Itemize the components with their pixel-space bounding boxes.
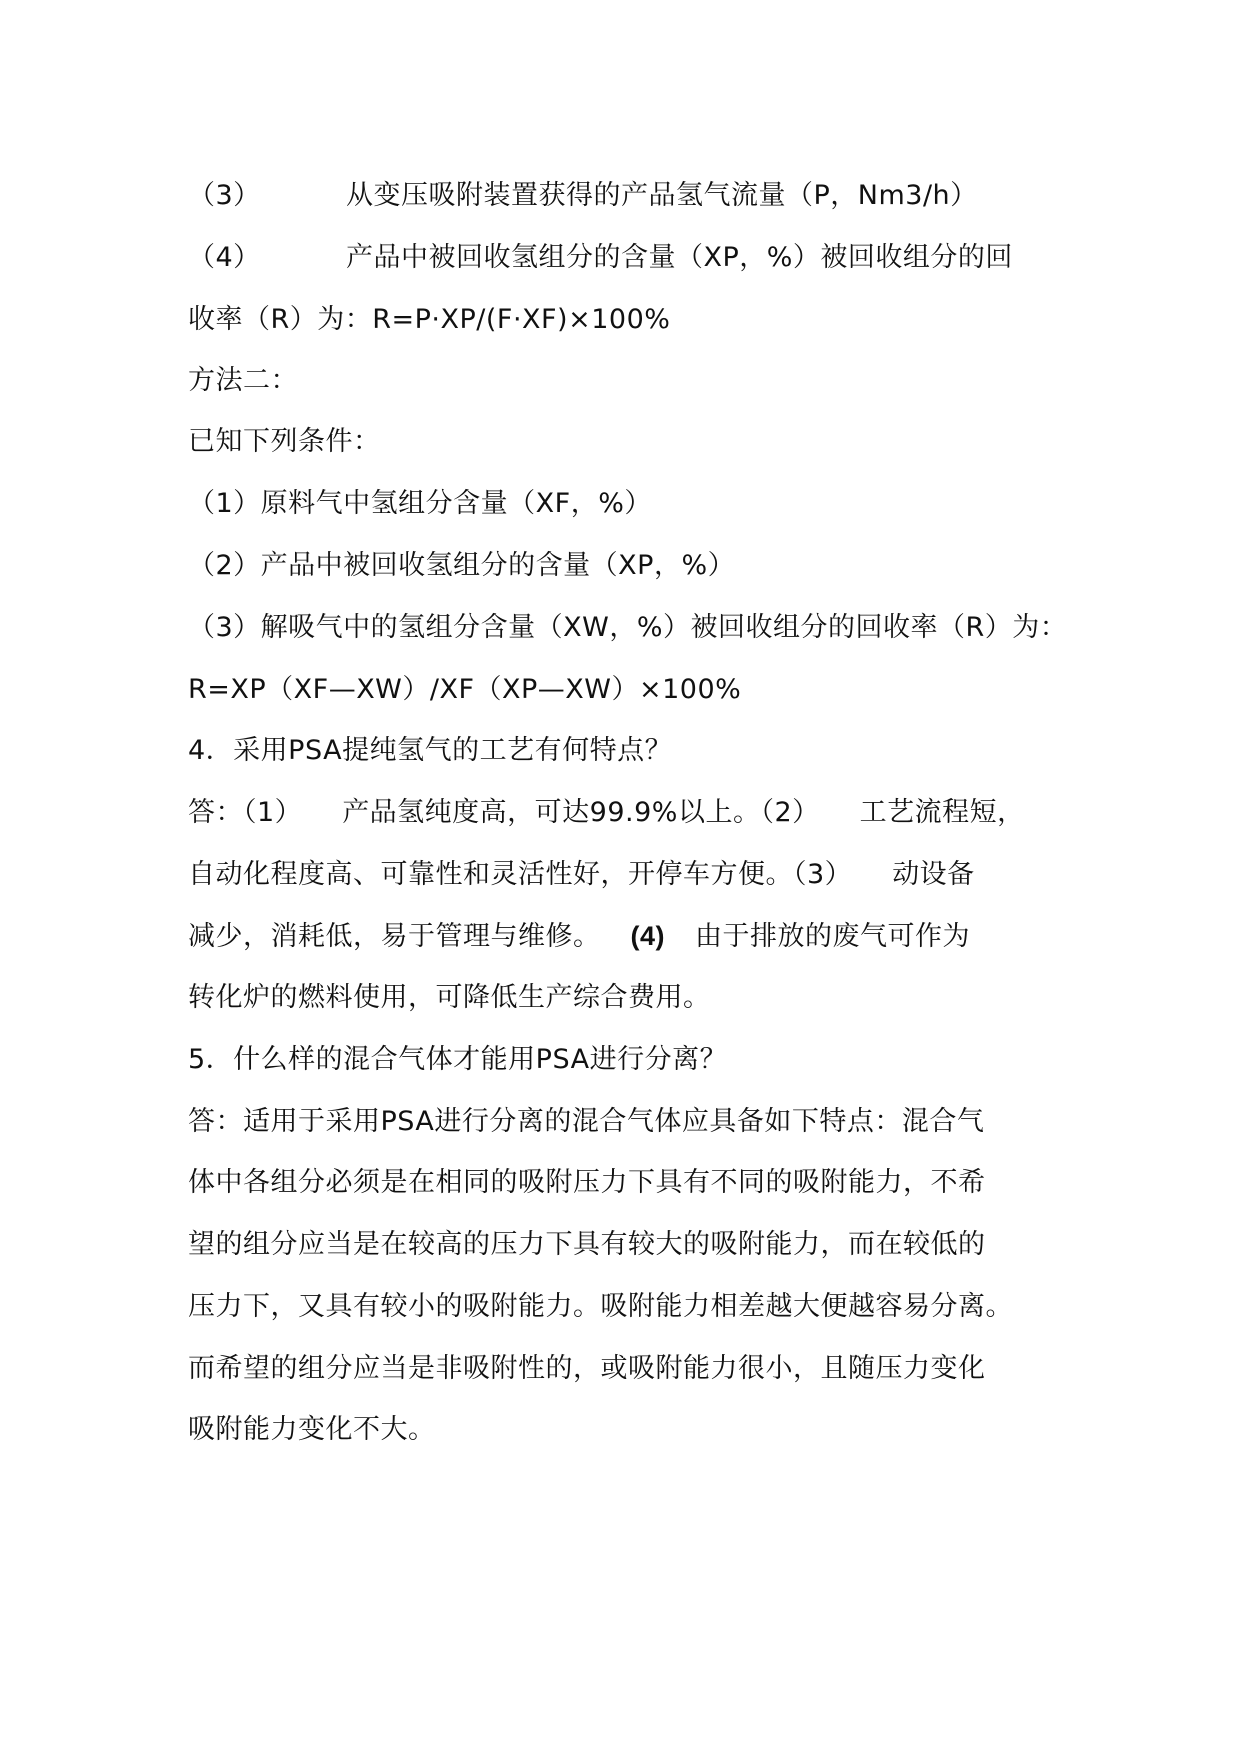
answer-5-line-1: 答：适用于采用PSA进行分离的混合气体应具备如下特点：混合气 bbox=[188, 1106, 985, 1137]
question-4-heading: 4．采用PSA提纯氢气的工艺有何特点？ bbox=[188, 735, 673, 766]
method-two-heading: 方法二： bbox=[188, 365, 298, 396]
answer-4-line-3 bbox=[188, 918, 970, 955]
item-3-line bbox=[188, 178, 978, 214]
recovery-formula-2-line: R=XP（XF—XW）/XF（XP—XW）×100% bbox=[188, 674, 742, 705]
question-5-heading: 5．什么样的混合气体才能用PSA进行分离？ bbox=[188, 1044, 728, 1075]
answer-text: 动设备 bbox=[892, 859, 975, 890]
answer-text: 由于排放的废气可作为 bbox=[695, 921, 970, 952]
condition-3-line: （3）解吸气中的氢组分含量（XW，%）被回收组分的回收率（R）为： bbox=[188, 612, 1068, 643]
recovery-formula-line: 收率（R）为：R=P·XP/(F·XF)×100% bbox=[188, 304, 671, 335]
item-4-line bbox=[188, 240, 1013, 276]
answer-prefix: 答：（1） bbox=[188, 797, 303, 828]
answer-5-line-3: 望的组分应当是在较高的压力下具有较大的吸附能力，而在较低的 bbox=[188, 1229, 986, 1260]
known-conditions-line: 已知下列条件： bbox=[188, 426, 381, 457]
answer-text: 自动化程度高、可靠性和灵活性好，开停车方便。（3） bbox=[188, 859, 853, 890]
condition-1-line: （1）原料气中氢组分含量（XF，%） bbox=[188, 488, 652, 519]
answer-text: 产品氢纯度高，可达99.9%以上。（2） bbox=[342, 797, 820, 828]
answer-4-line-4: 转化炉的燃料使用，可降低生产综合费用。 bbox=[188, 982, 711, 1013]
answer-4-line-2 bbox=[188, 857, 975, 893]
item-number: (4) bbox=[630, 921, 665, 951]
condition-2-line: （2）产品中被回收氢组分的含量（XP，%） bbox=[188, 550, 736, 581]
answer-5-line-4: 压力下，又具有较小的吸附能力。吸附能力相差越大便越容易分离。 bbox=[188, 1291, 1013, 1322]
answer-5-line-2: 体中各组分必须是在相同的吸附压力下具有不同的吸附能力，不希 bbox=[188, 1167, 986, 1198]
item-number: （3） bbox=[188, 180, 261, 211]
answer-4-line-1 bbox=[188, 795, 1025, 831]
item-text: 产品中被回收氢组分的含量（XP，%）被回收组分的回 bbox=[346, 242, 1013, 273]
answer-text: 减少，消耗低，易于管理与维修。 bbox=[188, 921, 601, 952]
item-text: 从变压吸附装置获得的产品氢气流量（P，Nm3/h） bbox=[346, 180, 978, 211]
answer-5-line-6: 吸附能力变化不大。 bbox=[188, 1414, 436, 1445]
item-number: （4） bbox=[188, 242, 261, 273]
answer-5-line-5: 而希望的组分应当是非吸附性的，或吸附能力很小，且随压力变化 bbox=[188, 1353, 986, 1384]
answer-text: 工艺流程短， bbox=[859, 797, 1025, 828]
